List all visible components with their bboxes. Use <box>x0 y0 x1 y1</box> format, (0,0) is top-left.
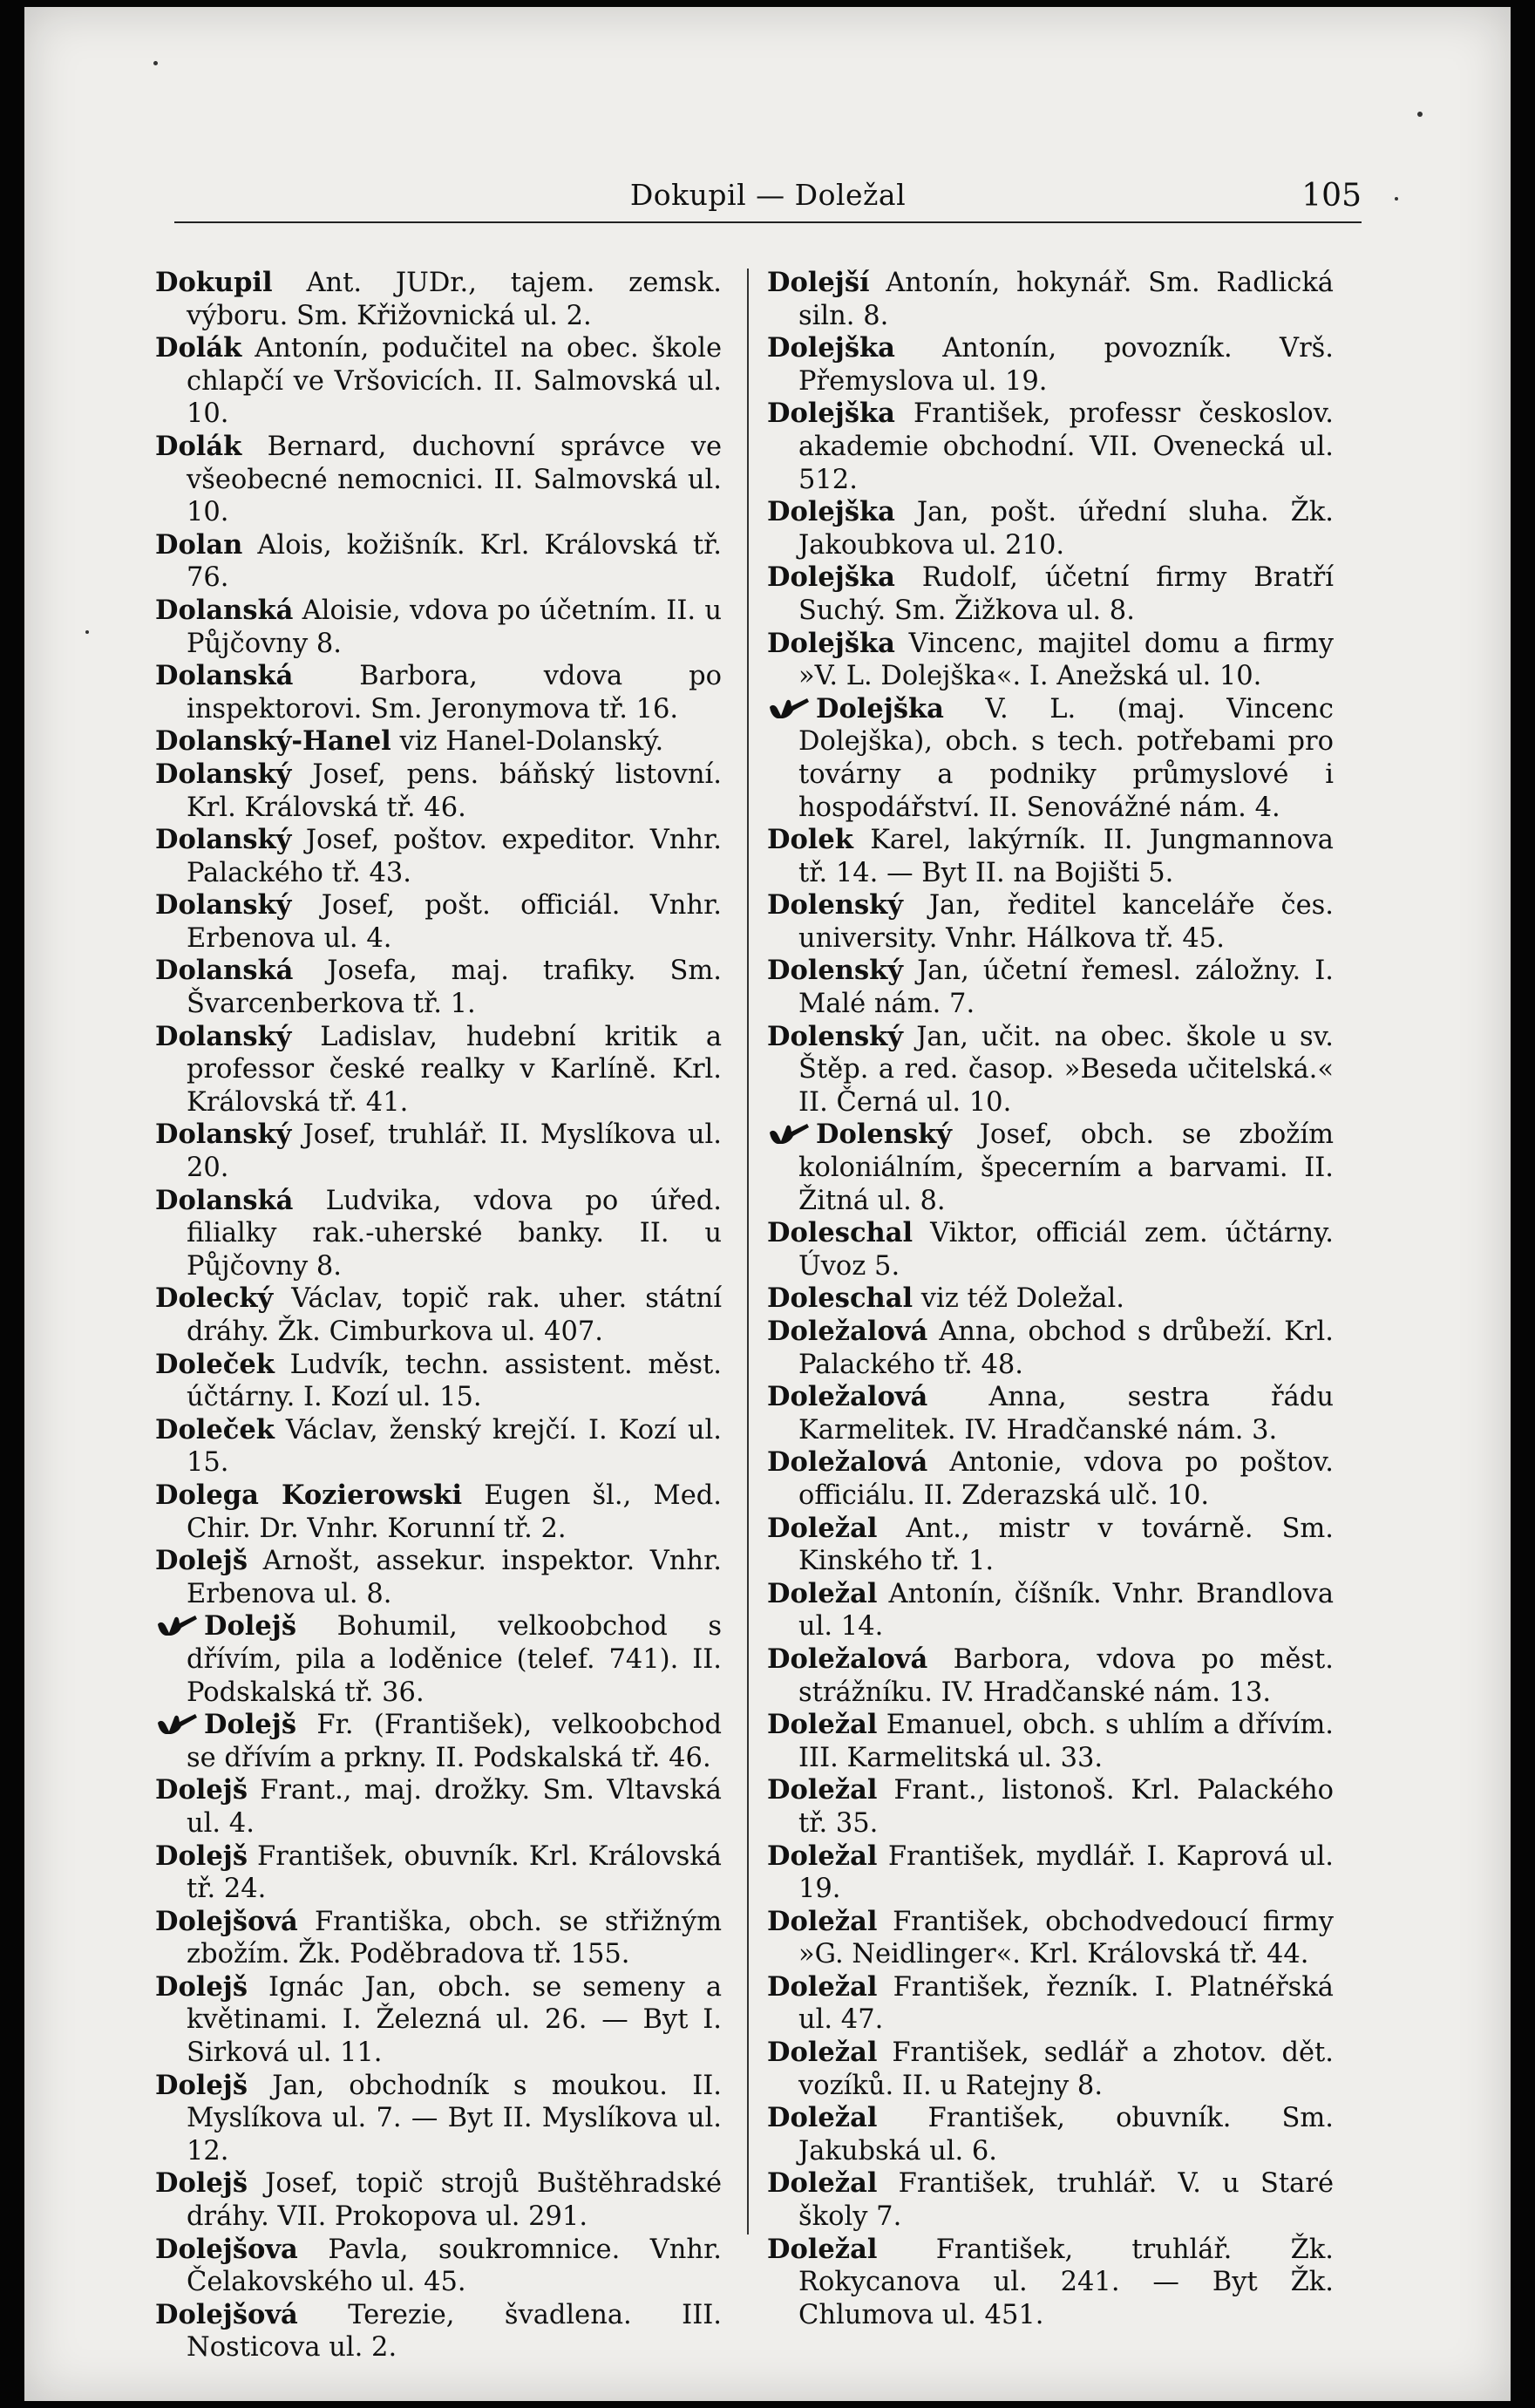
directory-entry <box>767 1906 1334 1971</box>
entry-surname: Doležal <box>767 2102 878 2134</box>
entry-details: V. L. (maj. Vincenc Dolejška), obch. s tech. potřebami pro továrny a podniky průmyslové i hospodářství. II. Senovážné nám. 4. <box>798 693 1334 823</box>
entry-surname: Doležal <box>767 1840 878 1872</box>
entry-surname: Dolanský <box>155 889 292 922</box>
entry-details: Jan, ředitel kanceláře čes. university. Vnhr. Hálkova tř. 45. <box>798 890 1334 954</box>
entry-details: Josef, truhlář. II. Myslíkova ul. 20. <box>187 1119 722 1184</box>
directory-entry <box>155 2070 722 2168</box>
entry-surname: Doležal <box>767 1970 878 2003</box>
print-speck <box>153 61 158 65</box>
entry-surname: Dolanský <box>155 1119 292 1151</box>
right-column <box>767 267 1334 2331</box>
directory-entry <box>155 1709 722 1774</box>
directory-entry <box>155 1282 722 1348</box>
entry-details: Josefa, maj. trafiky. Sm. Švarcenberkova tř. 1. <box>187 956 722 1020</box>
entry-surname: Dolanská <box>155 955 294 987</box>
entry-surname: Dolecký <box>155 1282 274 1315</box>
entry-details: Alois, kožišník. Krl. Královská tř. 76. <box>187 529 722 594</box>
directory-entry <box>767 628 1334 693</box>
pointing-hand-icon <box>767 1120 811 1146</box>
entry-surname: Dolejška <box>767 398 895 430</box>
entry-details: Bernard, duchovní správce ve všeobecné nemocnici. II. Salmovská ul. 10. <box>187 431 722 528</box>
entry-surname: Doležal <box>767 2233 878 2265</box>
directory-entry <box>767 1217 1334 1282</box>
directory-entry <box>155 2167 722 2233</box>
entry-surname: Dolejš <box>155 2069 248 2101</box>
pointing-hand-icon <box>155 1711 199 1737</box>
entry-surname: Dolejš <box>155 1970 248 2003</box>
print-speck <box>1417 112 1423 117</box>
directory-entry <box>155 1774 722 1840</box>
directory-entry <box>767 1774 1334 1840</box>
entry-surname: Doležal <box>767 1512 878 1544</box>
entry-surname: Dolejší <box>767 267 870 298</box>
directory-entry <box>767 824 1334 889</box>
entry-details: Antonín, podučitel na obec. škole chlapčí ve Vršovicích. II. Salmovská ul. 10. <box>187 333 722 430</box>
entry-details: Frant., listonoš. Krl. Palackého tř. 35. <box>798 1775 1334 1839</box>
entry-surname: Doležalová <box>767 1381 928 1413</box>
entry-surname: Dolek <box>767 824 853 856</box>
entry-surname: Dolejš <box>155 1774 248 1806</box>
directory-entry <box>155 2234 722 2299</box>
entry-details: Antonín, hokynář. Sm. Radlická siln. 8. <box>798 268 1334 331</box>
entry-surname: Doležal <box>767 1774 878 1806</box>
directory-entry <box>767 496 1334 561</box>
entry-surname: Dolejš <box>204 1610 296 1643</box>
entry-details: Antonín, povozník. Vrš. Přemyslova ul. 19. <box>798 333 1334 397</box>
entry-details: Anna, sestra řádu Karmelitek. IV. Hradčanské nám. 3. <box>798 1382 1334 1445</box>
entry-details: Josef, poštov. expeditor. Vnhr. Palackého tř. 43. <box>187 825 722 888</box>
entry-details: Jan, obchodník s moukou. II. Myslíkova ul. 7. — Byt II. Myslíkova ul. 12. <box>187 2070 722 2167</box>
pointing-hand-icon <box>767 695 811 721</box>
entry-details: František, mydlář. I. Kaprová ul. 19. <box>798 1840 1334 1905</box>
entry-surname: Dolanská <box>155 1184 294 1216</box>
entry-details: Karel, lakýrník. II. Jungmannova tř. 14. — Byt II. na Bojišti 5. <box>798 825 1334 888</box>
directory-entry <box>155 660 722 725</box>
entry-surname: Dolanský-Hanel <box>155 725 391 758</box>
entry-surname: Doležal <box>767 1577 878 1609</box>
entry-surname: Dolejška <box>767 627 895 659</box>
entry-surname: Dolanský <box>155 1020 292 1052</box>
entry-details: František, obuvník. Sm. Jakubská ul. 6. <box>798 2103 1334 2167</box>
entry-details: František, truhlář. V. u Staré školy 7. <box>798 2168 1334 2233</box>
entry-details: Rudolf, účetní firmy Bratří Suchý. Sm. Žižkova ul. 8. <box>798 562 1334 626</box>
entry-details: viz též Doležal. <box>913 1283 1124 1315</box>
entry-details: Josef, obch. se zbožím koloniálním, špecerním a barvami. II. Žitná ul. 8. <box>798 1119 1334 1216</box>
entry-details: Emanuel, obch. s uhlím a dřívím. III. Karmelitská ul. 33. <box>798 1710 1334 1773</box>
entry-surname: Doleček <box>155 1348 275 1380</box>
directory-entry <box>767 693 1334 824</box>
entry-details: Jan, účetní řemesl. záložny. I. Malé nám. 7. <box>798 956 1334 1020</box>
directory-entry <box>155 431 722 529</box>
directory-entry <box>155 1906 722 1971</box>
directory-entry <box>155 267 722 332</box>
entry-details: Anna, obchod s drůbeží. Krl. Palackého tř. 48. <box>798 1316 1334 1380</box>
print-speck <box>85 630 89 634</box>
entry-details: Ant., mistr v továrně. Sm. Kinského tř. 1. <box>798 1513 1334 1577</box>
entry-surname: Doležal <box>767 2167 878 2200</box>
entry-surname: Doleček <box>155 1413 275 1445</box>
entry-surname: Doležal <box>767 1709 878 1741</box>
entry-surname: Doležalová <box>767 1643 928 1675</box>
left-column <box>155 267 722 2364</box>
directory-entry <box>767 1446 1334 1512</box>
directory-entry <box>767 2167 1334 2233</box>
entry-details: František, obuvník. Krl. Královská tř. 24. <box>187 1840 722 1905</box>
entry-surname: Dolejška <box>767 496 895 528</box>
directory-entry <box>155 1479 722 1545</box>
entry-details: Františka, obch. se střižným zbožím. Žk. Poděbradova tř. 155. <box>187 1906 722 1970</box>
entry-surname: Dolejšova <box>155 2233 298 2265</box>
directory-entry <box>767 332 1334 398</box>
directory-entry <box>155 1185 722 1283</box>
directory-entry <box>155 758 722 824</box>
entry-details: Josef, pošt. officiál. Vnhr. Erbenova ul. 4. <box>187 890 722 954</box>
entry-details: Arnošt, assekur. inspektor. Vnhr. Erbenova ul. 8. <box>187 1546 722 1609</box>
directory-entry <box>155 725 722 758</box>
entry-details: Bohumil, velkoobchod s dřívím, pila a loděnice (telef. 741). II. Podskalská tř. 36. <box>187 1611 722 1708</box>
entry-details: Frant., maj. drožky. Sm. Vltavská ul. 4. <box>187 1775 722 1839</box>
directory-entry <box>767 1381 1334 1446</box>
directory-entry <box>155 1971 722 2070</box>
entry-details: František, truhlář. Žk. Rokycanova ul. 241. — Byt Žk. Chlumova ul. 451. <box>798 2234 1334 2330</box>
directory-entry <box>767 561 1334 627</box>
entry-details: Barbora, vdova po inspektorovi. Sm. Jeronymova tř. 16. <box>187 661 722 724</box>
entry-surname: Dolejšová <box>155 1905 298 1937</box>
entry-details: Eugen šl., Med. Chir. Dr. Vnhr. Korunní tř. 2. <box>187 1479 722 1544</box>
directory-entry <box>767 889 1334 955</box>
directory-entry <box>767 1513 1334 1578</box>
entry-details: František, obchodvedoucí firmy »G. Neidlinger«. Krl. Královská tř. 44. <box>798 1906 1334 1970</box>
directory-entry <box>767 955 1334 1020</box>
entry-details: Ant. JUDr., tajem. zemsk. výboru. Sm. Křižovnická ul. 2. <box>187 268 722 331</box>
entry-details: Ignác Jan, obch. se semeny a květinami. I. Železná ul. 26. — Byt I. Sirková ul. 11. <box>187 1971 722 2069</box>
entry-details: Josef, pens. báňský listovní. Krl. Královská tř. 46. <box>187 758 722 823</box>
print-speck <box>1395 197 1398 201</box>
entry-surname: Dolenský <box>767 955 903 987</box>
entry-details: viz Hanel-Dolanský. <box>391 726 664 758</box>
entry-surname: Dolejš <box>155 1545 248 1577</box>
entry-details: Václav, topič rak. uher. státní dráhy. Žk. Cimburkova ul. 407. <box>187 1283 722 1347</box>
entry-surname: Dolenský <box>767 1020 903 1052</box>
directory-entry <box>767 1316 1334 1381</box>
entry-details: Ladislav, hudební kritik a professor české realky v Karlíně. Krl. Královská tř. 41. <box>187 1021 722 1118</box>
entry-surname: Dolák <box>155 332 242 364</box>
pointing-hand-icon <box>155 1612 199 1638</box>
entry-details: František, řezník. I. Platnéřská ul. 47. <box>798 1971 1334 2036</box>
entry-details: Jan, pošt. úřední sluha. Žk. Jakoubkova ul. 210. <box>798 497 1334 561</box>
directory-entry <box>767 1709 1334 1774</box>
entry-surname: Doležal <box>767 1905 878 1937</box>
entry-details: Barbora, vdova po měst. strážníku. IV. Hradčanské nám. 13. <box>798 1643 1334 1708</box>
entry-surname: Dolejš <box>155 2167 248 2200</box>
entry-details: Antonie, vdova po poštov. officiálu. II. Zderazská ulč. 10. <box>798 1447 1334 1511</box>
directory-entry <box>155 332 722 431</box>
directory-entry <box>767 2037 1334 2102</box>
directory-entry <box>155 1545 722 1610</box>
entry-surname: Dolejška <box>767 332 895 364</box>
directory-entry <box>155 1414 722 1479</box>
directory-entry <box>155 529 722 595</box>
entry-surname: Doleschal <box>767 1217 914 1249</box>
entry-details: Pavla, soukromnice. Vnhr. Čelakovského ul. 45. <box>187 2234 722 2298</box>
entry-surname: Dolenský <box>767 889 903 922</box>
directory-entry <box>767 1282 1334 1316</box>
directory-entry <box>155 1610 722 1709</box>
directory-entry <box>767 1119 1334 1217</box>
entry-surname: Dolejška <box>767 561 895 594</box>
entry-details: Ludvika, vdova po úřed. filialky rak.-uherské banky. II. u Půjčovny 8. <box>187 1185 722 1282</box>
directory-page <box>24 7 1511 2401</box>
directory-entry <box>155 2299 722 2364</box>
directory-entry <box>767 2102 1334 2167</box>
directory-entry <box>767 398 1334 496</box>
directory-entry <box>767 1840 1334 1906</box>
entry-surname: Dolejška <box>816 692 944 724</box>
entry-surname: Dolejš <box>204 1709 296 1741</box>
directory-entry <box>767 267 1334 332</box>
directory-entry <box>155 595 722 660</box>
running-title: Dokupil — Doležal <box>629 178 907 212</box>
entry-details: Aloisie, vdova po účetním. II. u Půjčovny 8. <box>187 595 722 659</box>
directory-entry <box>155 955 722 1020</box>
directory-entry <box>767 1021 1334 1119</box>
page-header <box>174 173 1362 223</box>
entry-details: Vincenc, majitel domu a firmy »V. L. Dolejška«. I. Anežská ul. 10. <box>798 628 1334 692</box>
entry-surname: Dolanský <box>155 824 292 856</box>
directory-entry <box>767 1643 1334 1709</box>
entry-surname: Doležalová <box>767 1316 928 1347</box>
entry-surname: Dolanská <box>155 594 294 626</box>
entry-details: Viktor, officiál zem. účtárny. Úvoz 5. <box>798 1218 1334 1282</box>
directory-entry <box>155 1021 722 1119</box>
entry-surname: Dolanská <box>155 660 294 692</box>
entry-details: Terezie, švadlena. III. Nosticova ul. 2. <box>187 2299 722 2364</box>
entry-surname: Dolenský <box>816 1119 952 1151</box>
directory-entry <box>767 2234 1334 2332</box>
directory-entry <box>155 1349 722 1414</box>
entry-details: František, professr českoslov. akademie obchodní. VII. Ovenecká ul. 512. <box>798 398 1334 495</box>
column-rule <box>747 269 749 2235</box>
entry-surname: Dolejšová <box>155 2298 298 2330</box>
entry-details: František, sedlář a zhotov. dět. vozíků. II. u Ratejny 8. <box>798 2037 1334 2101</box>
entry-details: Václav, ženský krejčí. I. Kozí ul. 15. <box>187 1414 722 1479</box>
entry-surname: Doležal <box>767 2037 878 2069</box>
entry-surname: Dolega Kozierowski <box>155 1479 463 1511</box>
entry-details: Josef, topič strojů Buštěhradské dráhy. VII. Prokopova ul. 291. <box>187 2168 722 2233</box>
directory-entry <box>155 1119 722 1184</box>
entry-surname: Doležalová <box>767 1446 928 1479</box>
entry-surname: Dolan <box>155 528 243 561</box>
directory-entry <box>155 889 722 955</box>
directory-entry <box>155 824 722 889</box>
entry-surname: Dolák <box>155 430 242 462</box>
entry-details: Antonín, číšník. Vnhr. Brandlova ul. 14. <box>798 1578 1334 1643</box>
entry-surname: Doleschal <box>767 1282 914 1315</box>
entry-details: Jan, učit. na obec. škole u sv. Štěp. a red. časop. »Beseda učitelská.« II. Černá ul. 10. <box>798 1021 1334 1118</box>
page-number: 105 <box>1301 178 1362 214</box>
entry-surname: Dolanský <box>155 758 292 790</box>
directory-entry <box>155 1840 722 1906</box>
directory-entry <box>767 1971 1334 2037</box>
entry-details: Fr. (František), velkoobchod se dřívím a prkny. II. Podskalská tř. 46. <box>187 1710 722 1773</box>
entry-surname: Dokupil <box>155 267 273 298</box>
entry-details: Ludvík, techn. assistent. měst. účtárny. I. Kozí ul. 15. <box>187 1349 722 1413</box>
entry-surname: Dolejš <box>155 1840 248 1872</box>
directory-entry <box>767 1578 1334 1643</box>
